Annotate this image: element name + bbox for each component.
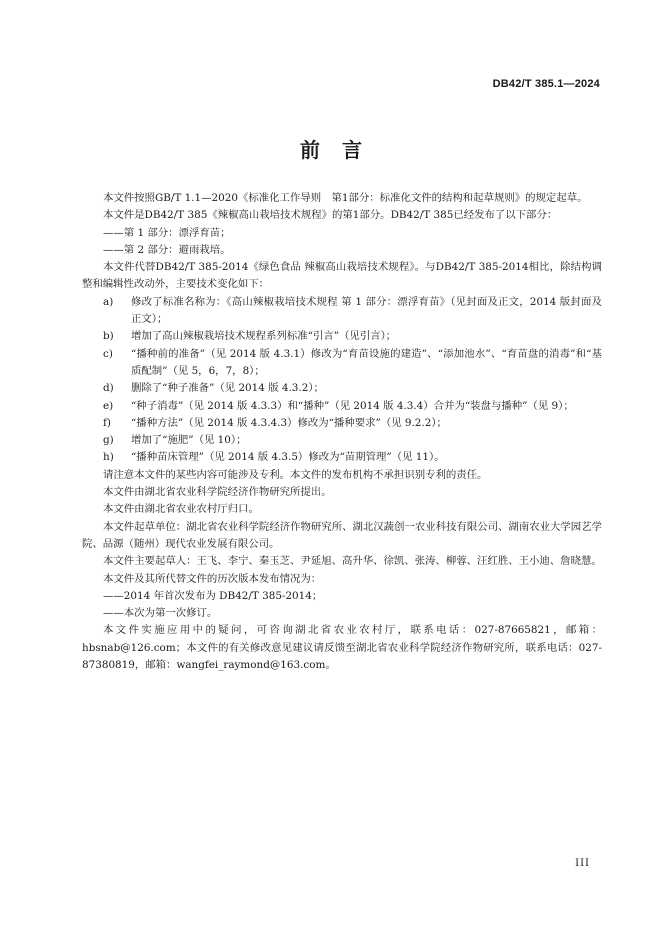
paragraph-contact: 本文件实施应用中的疑问，可咨询湖北省农业农村厅，联系电话：027-87665821，邮箱：hbsnab@126.com；本文件的有关修改意见建议请反馈至湖北省农业科学院经济作物研究所，联系电话：027-87380819，邮箱：wangfei_raymond@163.com。 xyxy=(82,624,602,672)
change-label: c) xyxy=(103,347,113,360)
change-item xyxy=(82,294,602,329)
paragraph-series-intro: 本文件是DB42/T 385《辣椒高山栽培技术规程》的第1部分。DB42/T 385已经发布了以下部分： xyxy=(103,209,558,222)
change-item xyxy=(82,380,602,397)
change-label: h) xyxy=(103,451,114,464)
paragraph-centralizer: 本文件由湖北省农业农村厅归口。 xyxy=(103,503,259,516)
paragraph-replacement: 本文件代替DB42/T 385-2014《绿色食品 辣椒高山栽培技术规程》。与DB42/T 385-2014相比，除结构调整和编辑性改动外，主要技术变化如下： xyxy=(82,261,602,291)
paragraph-proposer: 本文件由湖北省农业科学院经济作物研究所提出。 xyxy=(103,486,332,499)
part-list-item: ——第 2 部分：避雨栽培。 xyxy=(103,243,231,256)
change-label: e) xyxy=(103,399,114,412)
paragraph-patent-notice: 请注意本文件的某些内容可能涉及专利。本文件的发布机构不承担识别专利的责任。 xyxy=(103,468,488,481)
change-text: 修改了标准名称为：《高山辣椒栽培技术规程 第 1 部分：漂浮育苗》（见封面及正文，2014 版封面及正文）； xyxy=(131,295,602,326)
page-title: 前言 xyxy=(300,138,384,162)
history-list-item: ——本次为第一次修订。 xyxy=(103,607,218,620)
history-list-item: ——2014 年首次发布为 DB42/T 385-2014； xyxy=(103,589,323,602)
change-label: g) xyxy=(103,434,114,447)
change-item xyxy=(82,328,602,345)
change-text: “播种前的准备”（见 2014 版 4.3.1）修改为“育苗设施的建造”、“添加池水”、“育苗盘的消毒”和“基质配制”（见 5，6，7，8）； xyxy=(131,347,602,377)
change-label: b) xyxy=(103,330,114,343)
change-text: 增加了高山辣椒栽培技术规程系列标准“引言”（见引言）； xyxy=(131,330,397,343)
paragraph-history-intro: 本文件及其所代替文件的历次版本发布情况为： xyxy=(103,572,322,585)
change-item xyxy=(82,415,602,432)
change-text: “播种方法”（见 2014 版 4.3.4.3）修改为“播种要求”（见 9.2.2）； xyxy=(131,416,447,429)
standard-code: DB42/T 385.1—2024 xyxy=(492,78,600,90)
paragraph-drafting-rules: 本文件按照GB/T 1.1—2020《标准化工作导则 第1部分：标准化文件的结构和起草规则》的规定起草。 xyxy=(103,192,588,204)
change-text: 增加了“施肥”（见 10）； xyxy=(131,434,247,447)
change-label: d) xyxy=(103,382,114,395)
change-item xyxy=(82,346,602,381)
change-text: “播种苗床管理”（见 2014 版 4.3.5）修改为“苗期管理”（见 11）。 xyxy=(131,451,445,464)
change-item xyxy=(82,449,602,466)
change-item xyxy=(82,398,602,415)
paragraph-drafting-units: 本文件起草单位：湖北省农业科学院经济作物研究所、湖北汉蔬创一农业科技有限公司、湖南农业大学园艺学院、品源（随州）现代农业发展有限公司。 xyxy=(82,520,602,550)
change-label: f) xyxy=(103,416,111,429)
part-list-item: ——第 1 部分：漂浮育苗； xyxy=(103,226,231,239)
page-number: III xyxy=(575,858,590,869)
change-text: “种子消毒”（见 2014 版 4.3.3）和“播种”（见 2014 版 4.3.4）合并为“装盘与播种”（见 9）； xyxy=(131,399,574,412)
change-item xyxy=(82,432,602,449)
change-text: 删除了“种子准备”（见 2014 版 4.3.2）； xyxy=(131,382,324,395)
paragraph-drafters: 本文件主要起草人：王飞、李宁、秦玉芝、尹延旭、高升华、徐凯、张涛、柳蓉、汪红胜、王小迪、詹晓慧。 xyxy=(103,555,602,568)
change-label: a) xyxy=(103,295,114,308)
foreword-body xyxy=(82,190,602,674)
